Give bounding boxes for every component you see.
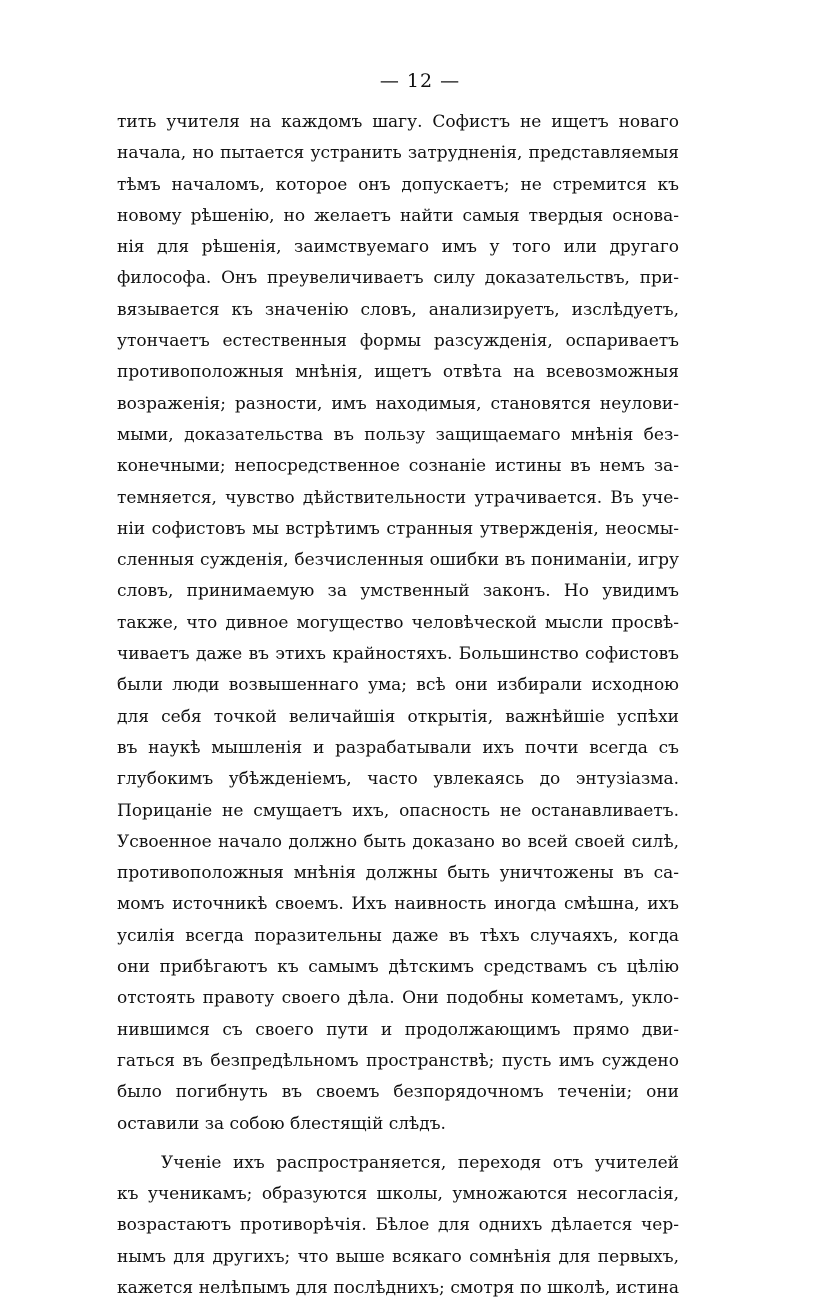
text-line: противоположныя мнѣнія должны быть уничтожены въ са- [117,863,679,884]
text-line: новому рѣшенію, но желаетъ найти самыя твердыя основа- [117,205,679,226]
text-line: оставили за собою блестящій слѣдъ. [117,1113,446,1134]
text-line: вязывается къ значенію словъ, анализируетъ, изслѣдуетъ, [117,299,679,320]
paragraph-2 [117,1148,679,1304]
paragraph-1 [117,107,679,1140]
text-line: возрастаютъ противорѣчія. Бѣлое для однихъ дѣлается чер- [117,1215,679,1236]
paragraph-gap [117,1140,679,1148]
text-line: отстоять правоту своего дѣла. Они подобны кометамъ, укло- [117,988,679,1009]
text-line: къ ученикамъ; образуются школы, умножаются несогласія, [117,1184,679,1205]
text-line: нившимся съ своего пути и продолжающимъ прямо дви- [117,1019,679,1040]
text-line: темняется, чувство дѣйствительности утрачивается. Въ уче- [117,487,679,508]
text-line: усилія всегда поразительны даже въ тѣхъ случаяхъ, когда [117,925,679,946]
text-line: возраженія; разности, имъ находимыя, становятся неулови- [117,393,679,414]
text-line: для себя точкой величайшія открытія, важнѣйшіе успѣхи [117,706,679,727]
text-line: Ученіе ихъ распространяется, переходя отъ учителей [161,1152,679,1173]
text-line: они прибѣгаютъ къ самымъ дѣтскимъ средствамъ съ цѣлію [117,957,679,978]
text-line: мыми, доказательства въ пользу защищаемаго мнѣнія без- [117,424,679,445]
text-line: противоположныя мнѣнія, ищетъ отвѣта на всевозможныя [117,362,679,383]
text-line: утончаетъ естественныя формы разсужденія, оспариваетъ [117,331,679,352]
text-line: было погибнуть въ своемъ безпорядочномъ теченіи; они [117,1082,679,1103]
text-line: глубокимъ убѣжденіемъ, часто увлекаясь до энтузіазма. [117,769,679,790]
text-line: въ наукѣ мышленія и разрабатывали ихъ почти всегда съ [117,737,679,758]
text-line: тить учителя на каждомъ шагу. Софистъ не ищетъ новаго [117,112,679,132]
text-line: нымъ для другихъ; что выше всякаго сомнѣнія для первыхъ, [117,1246,679,1267]
text-line: были люди возвышеннаго ума; всѣ они избирали исходною [117,675,679,696]
text-line: гаться въ безпредѣльномъ пространствѣ; пусть имъ суждено [117,1050,679,1071]
text-line: сленныя сужденія, безчисленныя ошибки въ пониманіи, игру [117,550,679,571]
text-line: момъ источникѣ своемъ. Ихъ наивность иногда смѣшна, ихъ [117,894,679,915]
text-line: Усвоенное начало должно быть доказано во всей своей силѣ, [117,831,679,852]
text-line: начала, но пытается устранить затрудненія, представляемыя [117,143,679,164]
text-line: тѣмъ началомъ, которое онъ допускаетъ; не стремится къ [117,174,679,195]
body-text [117,107,679,1304]
text-line: чиваетъ даже въ этихъ крайностяхъ. Большинство софистовъ [117,644,679,665]
text-line: философа. Онъ преувеличиваетъ силу доказательствъ, при- [117,268,679,289]
text-line: словъ, принимаемую за умственный законъ. Но увидимъ [117,581,679,602]
text-line: кажется нелѣпымъ для послѣднихъ; смотря по школѣ, истина [117,1277,679,1298]
text-line: ніи софистовъ мы встрѣтимъ странныя утвержденія, неосмы- [117,518,679,539]
text-line: конечными; непосредственное сознаніе истины въ немъ за- [117,456,679,477]
text-line: также, что дивное могущество человѣческой мысли просвѣ- [117,612,679,633]
text-line: нія для рѣшенія, заимствуемаго имъ у того или другаго [117,237,679,258]
page-number: — 12 — [379,70,461,92]
text-line: Порицаніе не смущаетъ ихъ, опасность не останавливаетъ. [117,800,679,821]
